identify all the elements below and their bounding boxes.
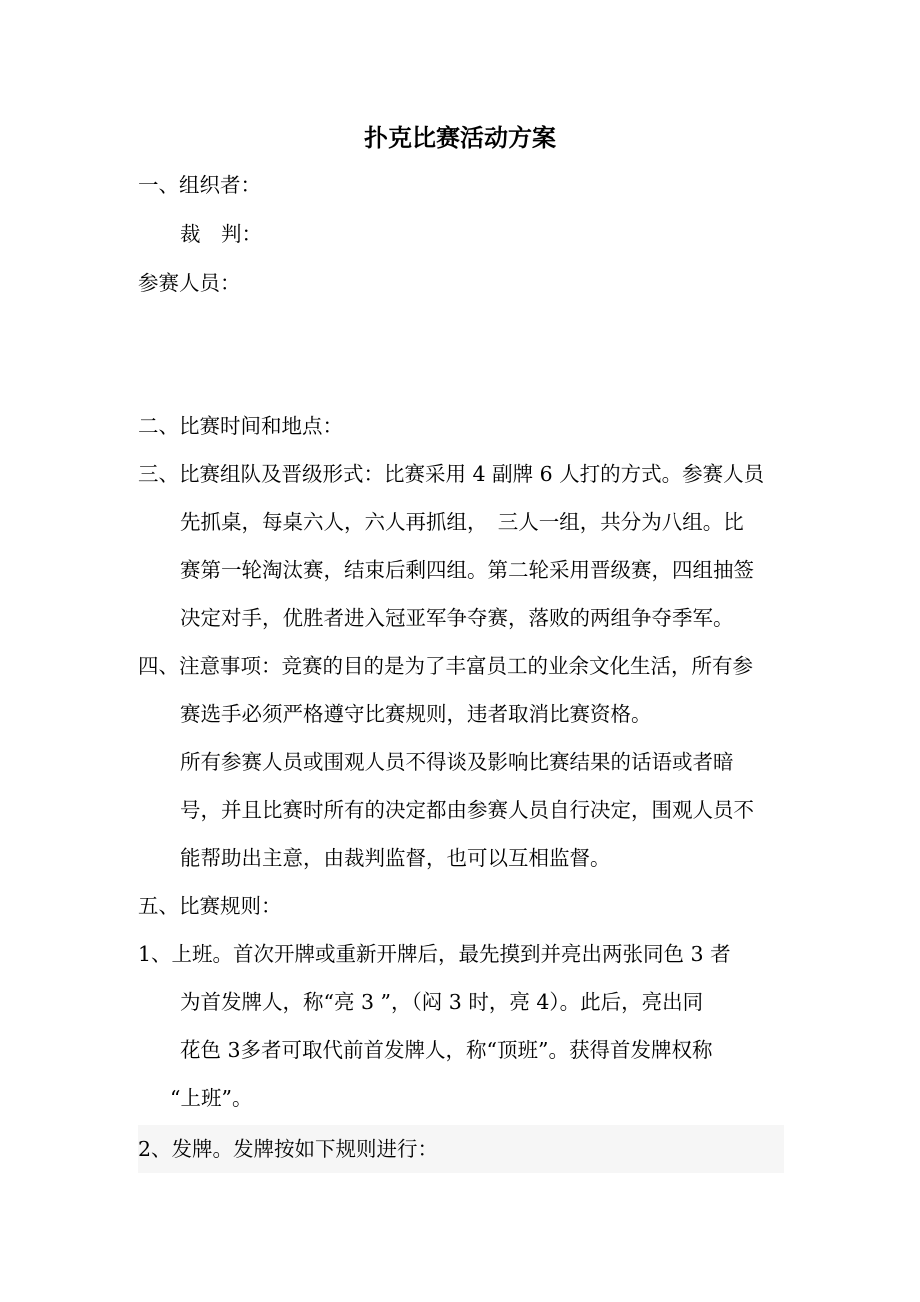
section-rules: 五、比赛规则： — [138, 894, 282, 918]
section-notes-line-5: 能帮助出主意，由裁判监督，也可以互相监督。 — [180, 846, 611, 870]
section-organizer: 一、组织者： — [138, 173, 261, 197]
participants-line: 参赛人员： — [138, 271, 241, 295]
section-notes-line-1: 四、注意事项：竞赛的目的是为了丰富员工的业余文化生活，所有参 — [138, 654, 753, 678]
section-notes-line-4: 号，并且比赛时所有的决定都由参赛人员自行决定，围观人员不 — [180, 798, 754, 822]
rule-1-line-1: 1、上班。首次开牌或重新开牌后，最先摸到并亮出两张同色 3 者 — [138, 942, 731, 966]
section-notes-line-3: 所有参赛人员或围观人员不得谈及影响比赛结果的话语或者暗 — [180, 750, 734, 774]
section-format-line-4: 决定对手，优胜者进入冠亚军争夺赛，落败的两组争夺季军。 — [180, 606, 734, 630]
rule-1-line-3: 花色 3多者可取代前首发牌人，称“顶班”。获得首发牌权称 — [180, 1038, 713, 1062]
rule-2-line-1: 2、发牌。发牌按如下规则进行： — [138, 1137, 439, 1161]
section-format-line-1: 三、比赛组队及晋级形式：比赛采用 4 副牌 6 人打的方式。参赛人员 — [138, 462, 765, 486]
rule-1-line-2: 为首发牌人，称“亮 3 ”，（闷 3 时，亮 4）。此后，亮出同 — [180, 990, 704, 1014]
referee-line: 裁 判： — [180, 222, 262, 246]
document-title: 扑克比赛活动方案 — [364, 123, 556, 152]
section-format-line-2: 先抓桌，每桌六人，六人再抓组， 三人一组，共分为八组。比 — [180, 510, 744, 534]
section-notes-line-2: 赛选手必须严格遵守比赛规则，违者取消比赛资格。 — [180, 702, 652, 726]
rule-1-line-4: “上班”。 — [170, 1086, 253, 1110]
section-time-place: 二、比赛时间和地点： — [138, 414, 343, 438]
section-format-line-3: 赛第一轮淘汰赛，结束后剩四组。第二轮采用晋级赛，四组抽签 — [180, 558, 754, 582]
